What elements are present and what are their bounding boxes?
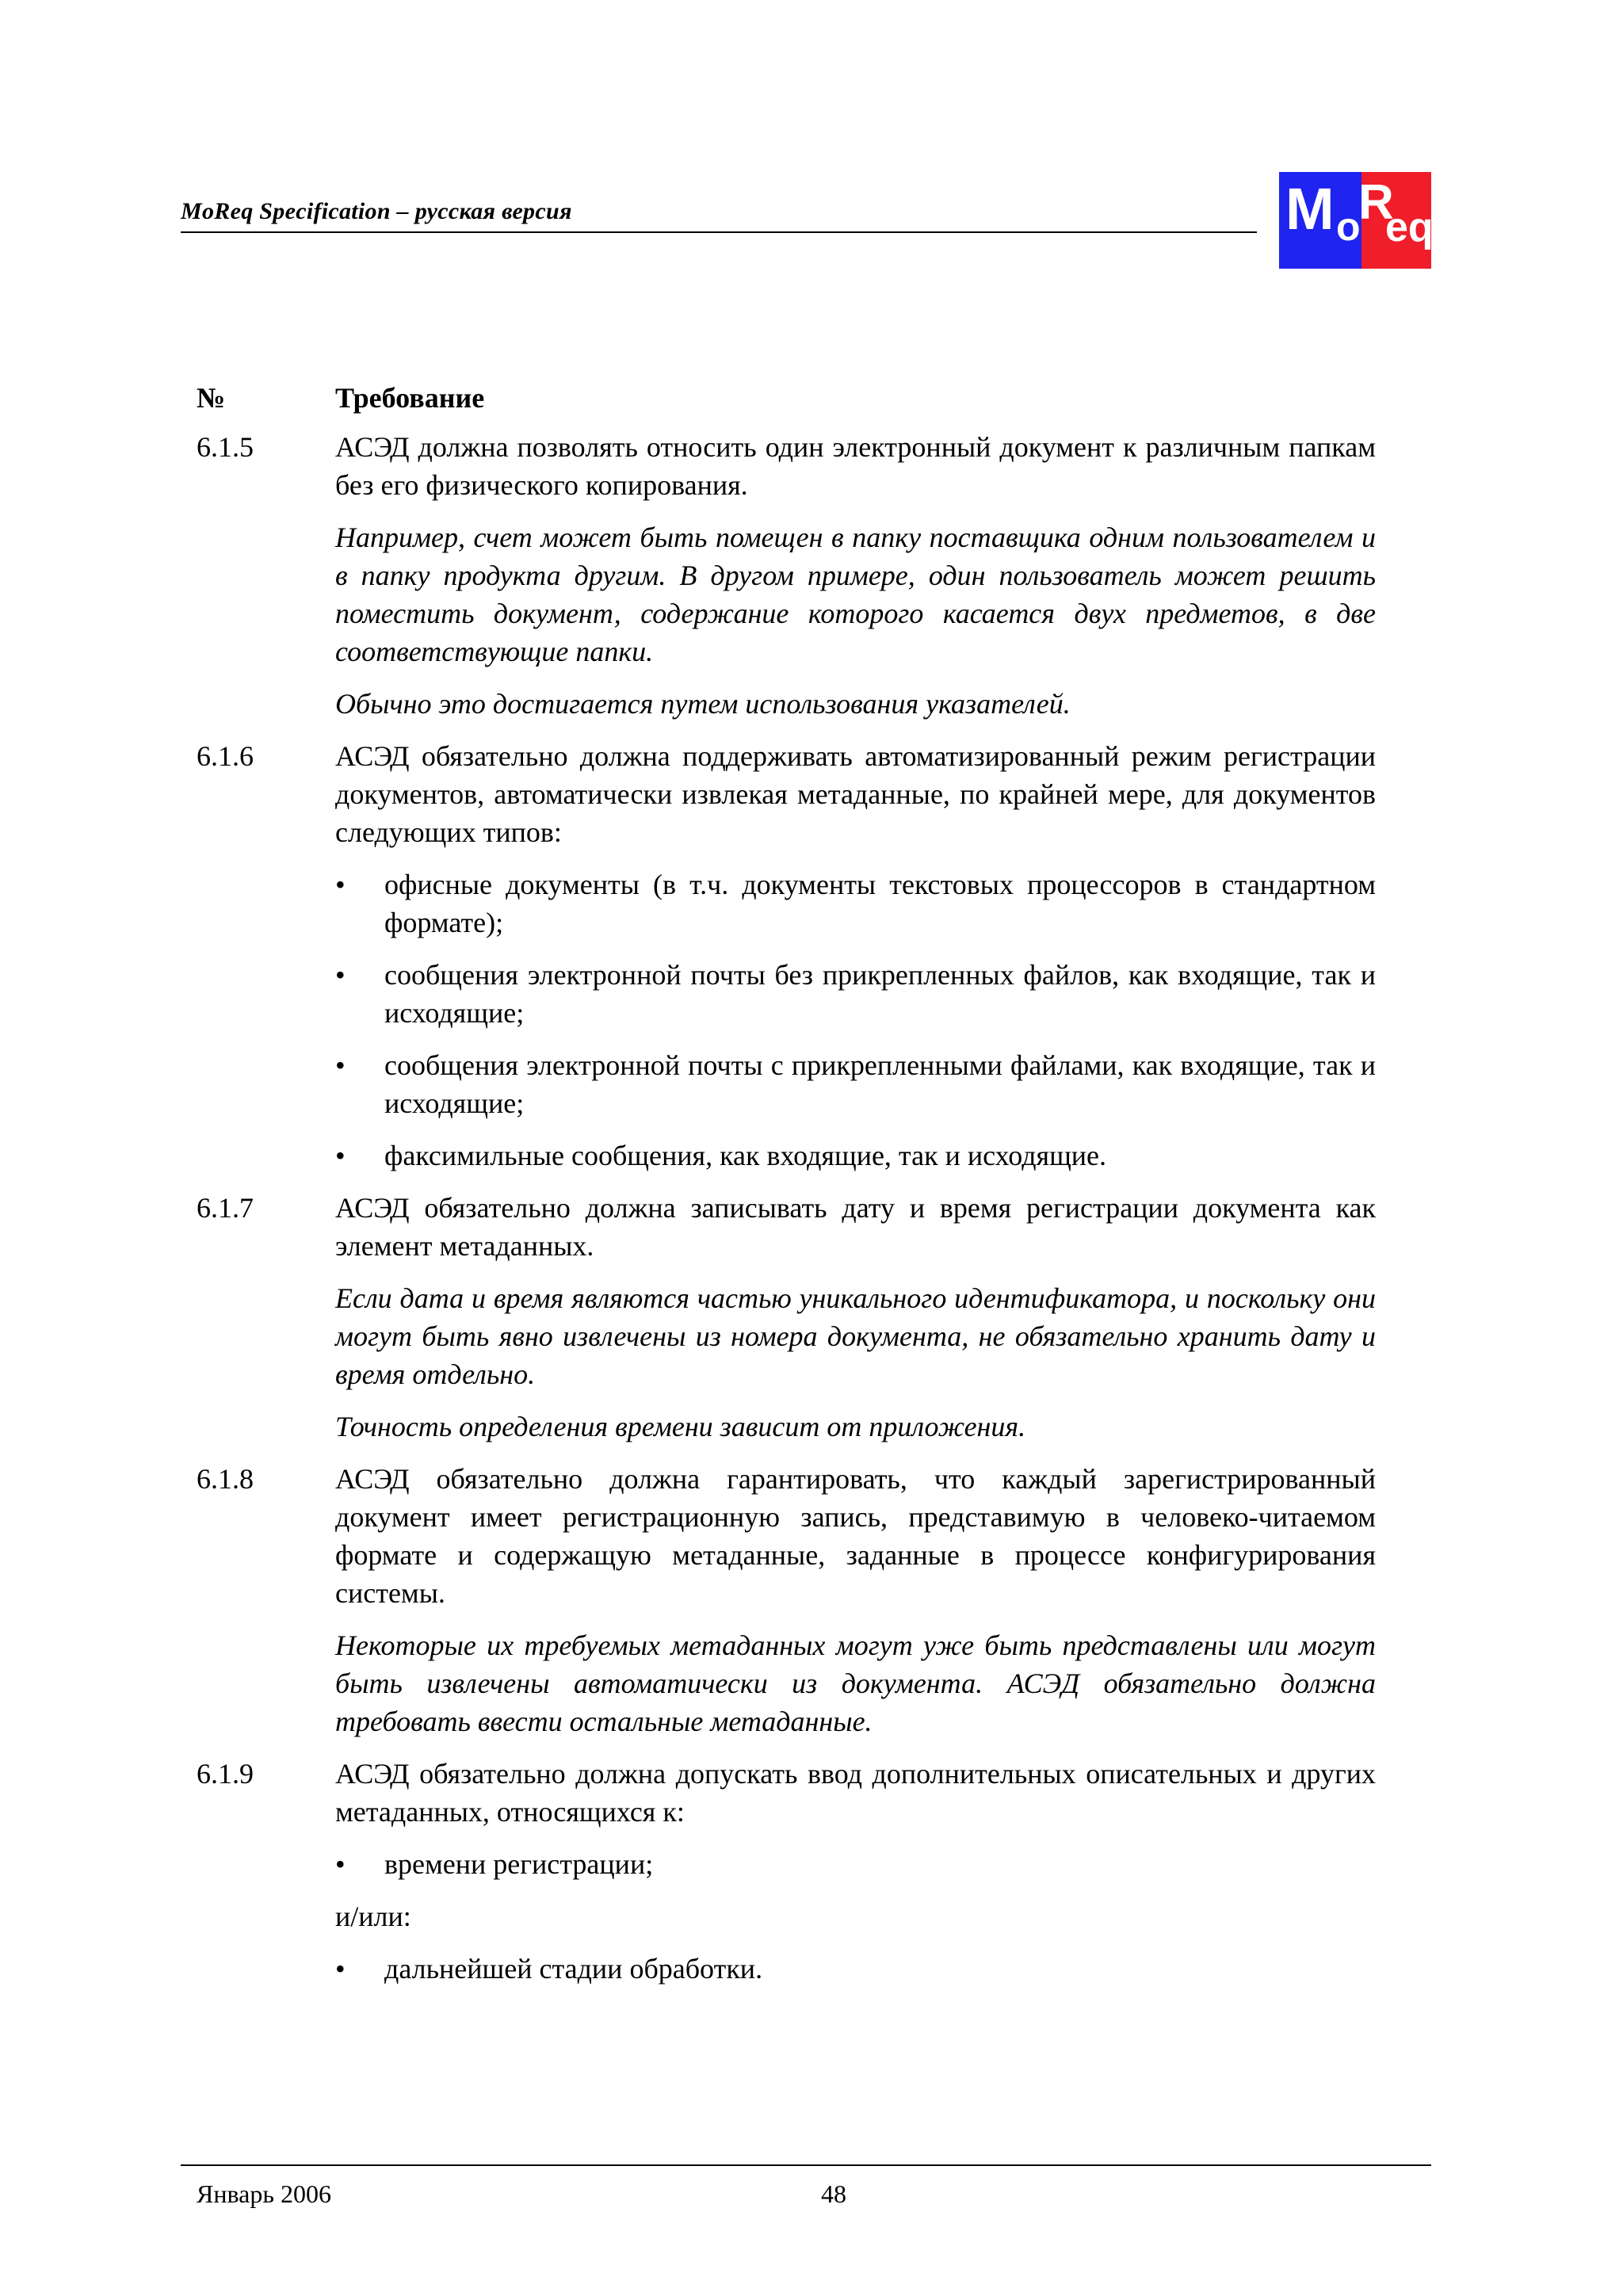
list-item: • времени регистрации;	[335, 1845, 1376, 1883]
list-item: • офисные документы (в т.ч. документы текстовых процессоров в стандартном формате);	[335, 865, 1376, 942]
page-number: 48	[821, 2179, 846, 2208]
requirement-note: Обычно это достигается путем использования указателей.	[335, 688, 1071, 720]
requirement-text: АСЭД должна позволять относить один электронный документ к различным папкам без его физического копирования.	[335, 431, 1376, 501]
table-header-row	[197, 379, 1376, 417]
requirement-number: 6.1.7	[197, 1192, 254, 1224]
bullet-icon: •	[335, 959, 346, 991]
footer-date: Январь 2006	[197, 2179, 331, 2208]
requirements-table	[197, 379, 1376, 2002]
list-connector: и/или:	[335, 1901, 411, 1932]
bullet-icon: •	[335, 869, 346, 900]
moreq-logo: M o R eq	[1279, 172, 1431, 269]
list-item: • факсимильные сообщения, как входящие, так и исходящие.	[335, 1137, 1376, 1175]
footer-rule	[181, 2164, 1431, 2166]
requirement-note: Например, счет может быть помещен в папку поставщика одним пользователем и в папку продукта другим. В другом примере, один пользователь может решить поместить документ, содержание которого касается двух предметов, в две соответствующие папки.	[335, 521, 1376, 667]
requirement-row	[197, 1755, 1376, 2002]
requirement-number: 6.1.8	[197, 1463, 254, 1495]
requirement-row	[197, 1460, 1376, 1755]
requirement-text: АСЭД обязательно должна поддерживать автоматизированный режим регистрации документов, автоматически извлекая метаданные, по крайней мере, для документов следующих типов:	[335, 740, 1376, 848]
requirement-text: АСЭД обязательно должна гарантировать, что каждый зарегистрированный документ имеет регистрационную запись, представимую в человеко-читаемом формате и содержащую метаданные, заданные в процессе конфигурирования системы.	[335, 1463, 1376, 1609]
bullet-icon: •	[335, 1049, 346, 1081]
requirement-text: АСЭД обязательно должна допускать ввод дополнительных описательных и других метаданных, относящихся к:	[335, 1758, 1376, 1828]
document-header-title: MoReq Specification – русская версия	[181, 198, 572, 224]
bullet-icon: •	[335, 1953, 346, 1985]
requirement-number: 6.1.5	[197, 431, 254, 463]
requirement-row	[197, 737, 1376, 1189]
requirement-note: Некоторые их требуемых метаданных могут уже быть представлены или могут быть извлечены автоматически из документа. АСЭД обязательно должна требовать ввести остальные метаданные.	[335, 1629, 1376, 1737]
list-item: • сообщения электронной почты без прикрепленных файлов, как входящие, так и исходящие;	[335, 956, 1376, 1032]
requirement-note: Если дата и время являются частью уникального идентификатора, и поскольку они могут быть явно извлечены из номера документа, не обязательно хранить дату и время отдельно.	[335, 1282, 1376, 1390]
requirement-row	[197, 428, 1376, 737]
list-item: • сообщения электронной почты с прикрепленными файлами, как входящие, так и исходящие;	[335, 1046, 1376, 1122]
requirement-row	[197, 1189, 1376, 1460]
column-number-header: №	[197, 382, 226, 414]
requirement-text: АСЭД обязательно должна записывать дату и время регистрации документа как элемент метаданных.	[335, 1192, 1376, 1262]
requirement-number: 6.1.6	[197, 740, 254, 772]
requirement-note: Точность определения времени зависит от приложения.	[335, 1411, 1026, 1442]
header-rule	[181, 231, 1257, 233]
bullet-icon: •	[335, 1140, 346, 1171]
bullet-icon: •	[335, 1848, 346, 1880]
requirement-number: 6.1.9	[197, 1758, 254, 1790]
list-item: • дальнейшей стадии обработки.	[335, 1950, 1376, 1988]
column-requirement-header: Требование	[335, 382, 485, 414]
